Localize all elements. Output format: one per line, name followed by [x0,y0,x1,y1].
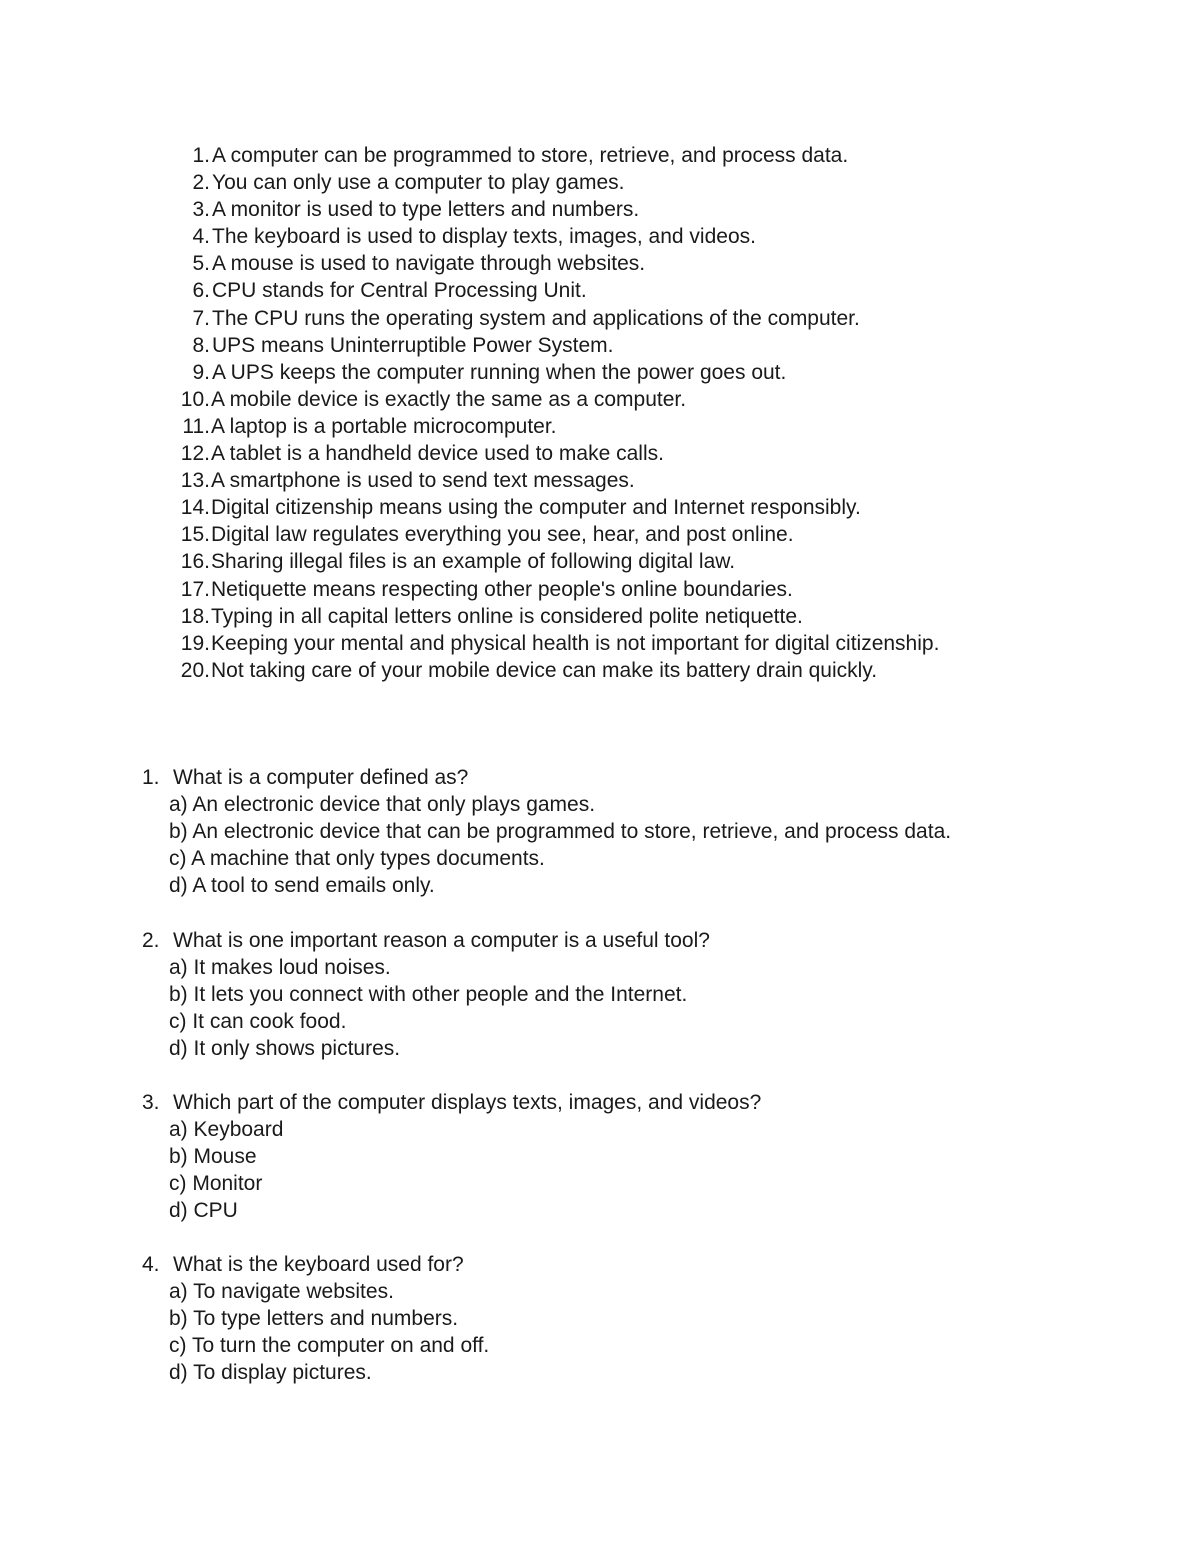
statement-text: Digital citizenship means using the computer and Internet responsibly. [211,496,861,520]
statement-item [0,603,1200,630]
statement-text: UPS means Uninterruptible Power System. [212,333,614,357]
answer-option-text: c) A machine that only types documents. [169,847,545,870]
statement-text: The CPU runs the operating system and applications of the computer. [212,306,860,330]
answer-option-text: a) To navigate websites. [169,1280,394,1303]
answer-option [0,1170,1200,1197]
question-text: What is the keyboard used for? [173,1253,464,1276]
question-number: 3. [142,1091,160,1114]
statement-text: Typing in all capital letters online is considered polite netiquette. [211,604,803,628]
answer-option [0,1332,1200,1359]
statement-number: 2. [192,171,210,195]
statement-number: 4. [192,225,210,249]
question-block [0,1089,1200,1224]
statement-number: 20. [180,658,210,682]
answer-option [0,791,1200,818]
statement-text: Sharing illegal files is an example of following digital law. [211,550,736,574]
answer-option [0,1278,1200,1305]
question-text: What is a computer defined as? [173,766,469,789]
statement-text: A mobile device is exactly the same as a computer. [211,387,687,411]
statement-number: 15. [180,523,210,547]
answer-option-text: a) It makes loud noises. [169,956,391,979]
question-text: Which part of the computer displays texts, images, and videos? [173,1091,762,1114]
statement-text: A smartphone is used to send text messages. [211,469,635,493]
statement-item [0,386,1200,413]
statement-number: 7. [192,306,210,330]
statement-number: 19. [180,631,210,655]
answer-option-text: b) It lets you connect with other people and the Internet. [169,983,688,1006]
statement-item [0,494,1200,521]
statement-number: 5. [192,252,210,276]
statement-text: A laptop is a portable microcomputer. [211,414,557,438]
statement-item [0,250,1200,277]
answer-option-text: b) To type letters and numbers. [169,1307,459,1330]
statement-item [0,467,1200,494]
answer-option [0,1359,1200,1386]
answer-option-text: c) It can cook food. [169,1010,347,1033]
question-block [0,927,1200,1062]
statement-number: 9. [192,360,210,384]
question-line [0,764,1200,791]
statement-item [0,630,1200,657]
answer-option [0,845,1200,872]
statement-text: Not taking care of your mobile device can make its battery drain quickly. [211,658,878,682]
statement-item [0,548,1200,575]
question-block [0,764,1200,899]
statement-number: 6. [192,279,210,303]
question-line [0,1251,1200,1278]
question-number: 1. [142,766,160,789]
statement-number: 8. [192,333,210,357]
question-text: What is one important reason a computer is a useful tool? [173,929,710,952]
statement-number: 16. [180,550,210,574]
statement-number: 3. [192,198,210,222]
statement-text: Keeping your mental and physical health is not important for digital citizenship. [211,631,940,655]
answer-option [0,872,1200,899]
statement-item [0,142,1200,169]
answer-option [0,1035,1200,1062]
statement-item [0,413,1200,440]
statement-text: The keyboard is used to display texts, images, and videos. [212,225,756,249]
answer-option-text: c) Monitor [169,1172,263,1195]
statement-text: A monitor is used to type letters and numbers. [212,198,640,222]
answer-option-text: d) It only shows pictures. [169,1037,401,1060]
statement-item [0,332,1200,359]
statement-item [0,521,1200,548]
answer-option-text: d) A tool to send emails only. [169,874,435,897]
statement-number: 18. [180,604,210,628]
question-block [0,1251,1200,1386]
statement-text: You can only use a computer to play games. [212,171,625,195]
answer-option [0,954,1200,981]
answer-option [0,981,1200,1008]
answer-option [0,1116,1200,1143]
statement-number: 13. [180,469,210,493]
statement-item [0,440,1200,467]
question-number: 4. [142,1253,160,1276]
statement-number: 14. [180,496,210,520]
statement-text: A mouse is used to navigate through websites. [212,252,646,276]
statement-text: Netiquette means respecting other people's online boundaries. [211,577,793,601]
statement-number: 10. [180,387,210,411]
answer-option [0,1197,1200,1224]
answer-option-text: b) Mouse [169,1145,257,1168]
statement-number: 12. [180,442,210,466]
statement-number: 11. [182,414,210,438]
statement-text: A tablet is a handheld device used to make calls. [211,442,664,466]
question-line [0,927,1200,954]
statement-number: 17. [180,577,210,601]
statement-item [0,169,1200,196]
question-line [0,1089,1200,1116]
statement-item [0,223,1200,250]
statement-item [0,305,1200,332]
statement-item [0,277,1200,304]
true-false-statement-list [0,142,1200,684]
statement-text: CPU stands for Central Processing Unit. [212,279,587,303]
statement-item [0,196,1200,223]
answer-option-text: d) To display pictures. [169,1361,372,1384]
answer-option [0,1008,1200,1035]
statement-item [0,576,1200,603]
statement-text: A UPS keeps the computer running when the power goes out. [212,360,787,384]
statement-text: Digital law regulates everything you see, hear, and post online. [211,523,794,547]
answer-option-text: d) CPU [169,1199,238,1222]
answer-option-text: a) An electronic device that only plays games. [169,793,596,816]
statement-item [0,359,1200,386]
statement-text: A computer can be programmed to store, retrieve, and process data. [212,144,849,167]
answer-option-text: a) Keyboard [169,1118,284,1141]
answer-option [0,818,1200,845]
statement-item [0,657,1200,684]
answer-option-text: b) An electronic device that can be programmed to store, retrieve, and process data. [169,820,952,843]
answer-option [0,1143,1200,1170]
statement-number: 1. [192,144,210,167]
question-number: 2. [142,929,160,952]
answer-option [0,1305,1200,1332]
answer-option-text: c) To turn the computer on and off. [169,1334,490,1357]
